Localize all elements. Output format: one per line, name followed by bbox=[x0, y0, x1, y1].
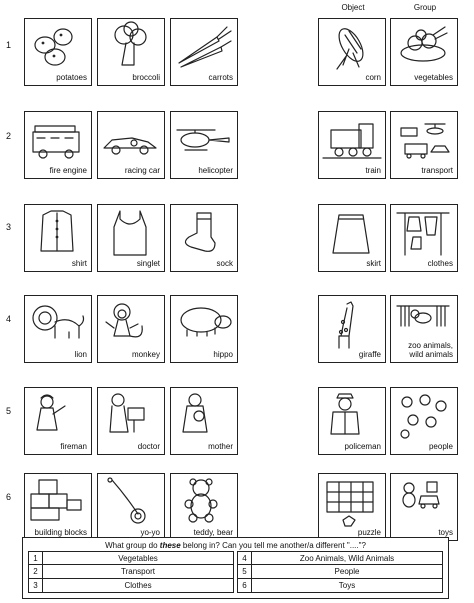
legend-number: 2 bbox=[29, 565, 43, 578]
group-card-toys bbox=[390, 473, 458, 541]
legend-row bbox=[28, 579, 234, 593]
card-label: sock bbox=[216, 258, 233, 268]
legend-text: Vegetables bbox=[118, 554, 158, 563]
card-label: vegetables bbox=[414, 72, 453, 82]
item-card-racing-car bbox=[97, 111, 165, 179]
item-card-fireman bbox=[24, 387, 92, 455]
legend-row bbox=[237, 579, 443, 593]
card-label: fireman bbox=[60, 441, 87, 451]
card-label: people bbox=[428, 441, 453, 451]
item-card-doctor bbox=[97, 387, 165, 455]
row-number: 2 bbox=[6, 131, 12, 141]
card-label: train bbox=[365, 165, 381, 175]
item-card-monkey bbox=[97, 295, 165, 363]
card-label: fire engine bbox=[49, 165, 87, 175]
legend-number: 3 bbox=[29, 579, 43, 592]
card-label: racing car bbox=[124, 165, 160, 175]
object-card-puzzle bbox=[318, 473, 386, 541]
card-label: toys bbox=[438, 527, 453, 537]
card-label: mother bbox=[208, 441, 233, 451]
card-label: giraffe bbox=[358, 349, 381, 359]
legend-number: 4 bbox=[238, 552, 252, 565]
card-label: yo-yo bbox=[140, 527, 160, 537]
object-card-policeman bbox=[318, 387, 386, 455]
category-legend bbox=[22, 537, 449, 599]
legend-question bbox=[23, 541, 448, 550]
card-label: doctor bbox=[137, 441, 160, 451]
object-card-corn bbox=[318, 18, 386, 86]
card-label: building blocks bbox=[34, 527, 87, 537]
card-label: transport bbox=[421, 165, 453, 175]
card-label: monkey bbox=[131, 349, 160, 359]
item-card-helicopter bbox=[170, 111, 238, 179]
item-card-building-blocks bbox=[24, 473, 92, 541]
card-label: skirt bbox=[366, 258, 381, 268]
group-card-transport bbox=[390, 111, 458, 179]
row-number: 4 bbox=[6, 314, 12, 324]
item-card-potatoes bbox=[24, 18, 92, 86]
card-label: lion bbox=[74, 349, 87, 359]
object-card-skirt bbox=[318, 204, 386, 272]
group-card-people bbox=[390, 387, 458, 455]
legend-number: 6 bbox=[238, 579, 252, 592]
row-number: 1 bbox=[6, 40, 12, 50]
item-card-yo-yo bbox=[97, 473, 165, 541]
item-card-hippo bbox=[170, 295, 238, 363]
card-label: carrots bbox=[208, 72, 233, 82]
item-card-broccoli bbox=[97, 18, 165, 86]
row-number: 3 bbox=[6, 222, 12, 232]
object-card-giraffe bbox=[318, 295, 386, 363]
card-label: helicopter bbox=[198, 165, 233, 175]
row-number: 6 bbox=[6, 492, 12, 502]
card-label: puzzle bbox=[357, 527, 381, 537]
object-column-header: Object bbox=[341, 3, 365, 12]
legend-text: People bbox=[334, 567, 360, 576]
legend-row bbox=[237, 565, 443, 579]
question-emphasis: these bbox=[159, 541, 181, 550]
item-card-singlet bbox=[97, 204, 165, 272]
row-number: 5 bbox=[6, 406, 12, 416]
legend-text: Transport bbox=[121, 567, 155, 576]
card-label: zoo animals, wild animals bbox=[408, 340, 453, 359]
legend-row bbox=[28, 551, 234, 565]
item-card-lion bbox=[24, 295, 92, 363]
card-label: broccoli bbox=[132, 72, 160, 82]
legend-text: Toys bbox=[338, 581, 356, 590]
item-card-mother bbox=[170, 387, 238, 455]
item-card-teddy-bear bbox=[170, 473, 238, 541]
card-label: teddy, bear bbox=[193, 527, 233, 537]
item-card-sock bbox=[170, 204, 238, 272]
card-label: hippo bbox=[213, 349, 233, 359]
card-label: shirt bbox=[71, 258, 87, 268]
legend-number: 1 bbox=[29, 552, 43, 565]
object-card-train bbox=[318, 111, 386, 179]
group-card-vegetables bbox=[390, 18, 458, 86]
legend-right-column bbox=[237, 551, 443, 593]
legend-row bbox=[28, 565, 234, 579]
legend-row bbox=[237, 551, 443, 565]
legend-text: Zoo Animals, Wild Animals bbox=[299, 554, 395, 563]
question-before: What group do bbox=[105, 541, 160, 550]
item-card-shirt bbox=[24, 204, 92, 272]
item-card-fire-engine bbox=[24, 111, 92, 179]
group-card-zoo-animals-wild-animals bbox=[390, 295, 458, 363]
group-column-header: Group bbox=[413, 3, 437, 12]
card-label: corn bbox=[365, 72, 381, 82]
group-card-clothes bbox=[390, 204, 458, 272]
card-label: policeman bbox=[344, 441, 381, 451]
legend-left-column bbox=[28, 551, 234, 593]
legend-text: Clothes bbox=[124, 581, 152, 590]
card-label: clothes bbox=[427, 258, 453, 268]
question-after: belong in? Can you tell me another/a different "...."? bbox=[180, 541, 366, 550]
card-label: singlet bbox=[136, 258, 160, 268]
legend-number: 5 bbox=[238, 565, 252, 578]
item-card-carrots bbox=[170, 18, 238, 86]
card-label: potatoes bbox=[56, 72, 87, 82]
